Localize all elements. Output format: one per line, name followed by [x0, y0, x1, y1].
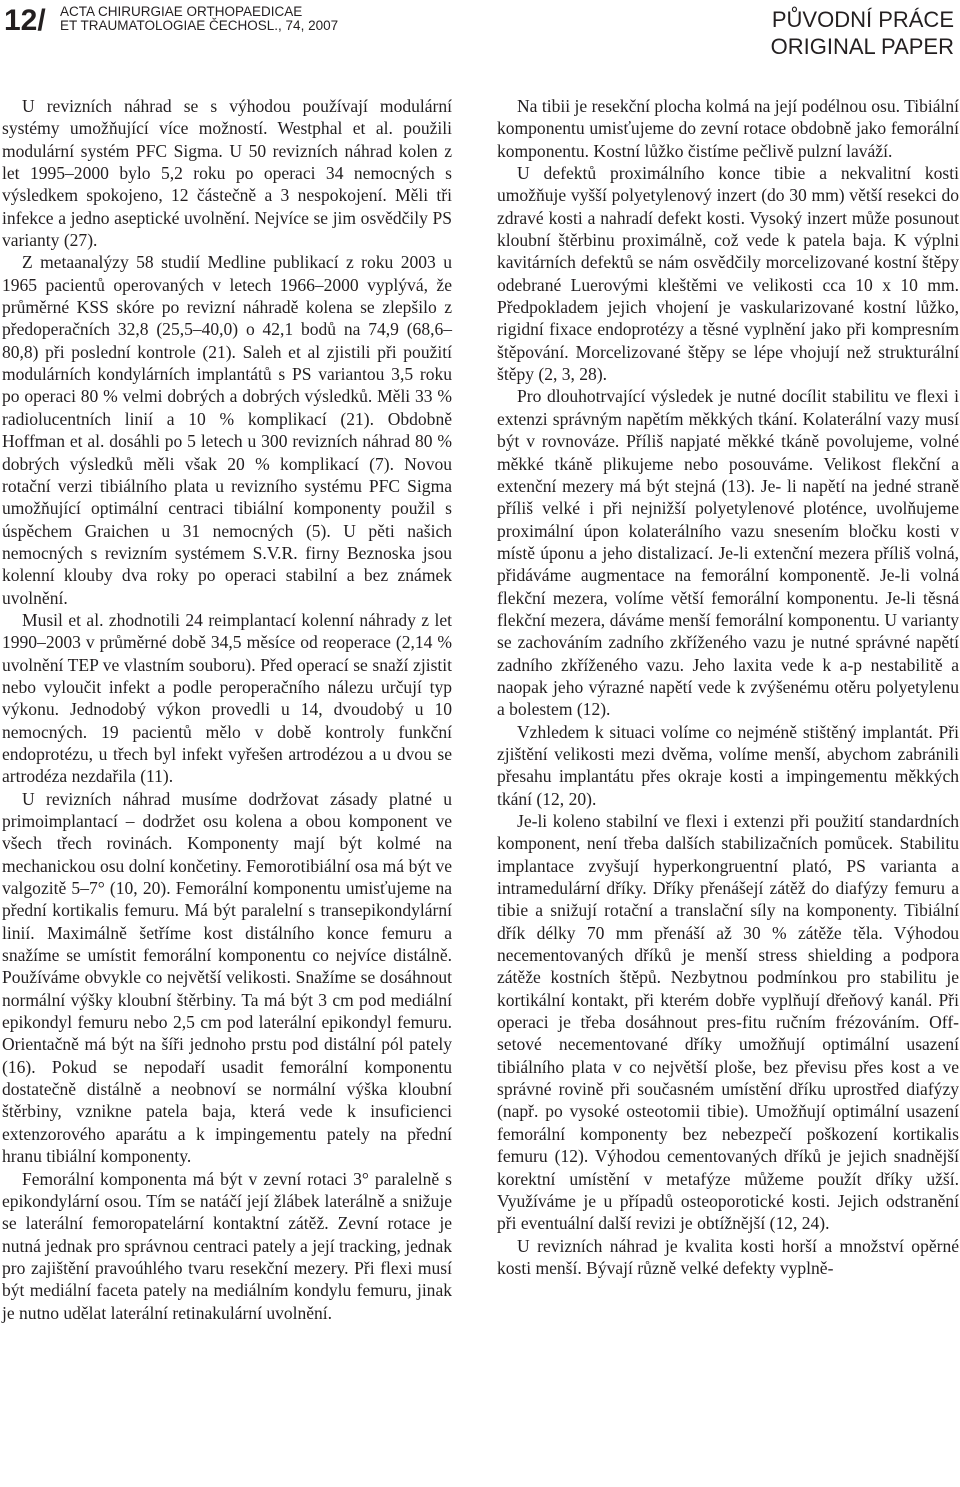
paragraph: U revizních náhrad musíme dodržovat zásady platné u primoimplantací – dodržet osu kolena a obou komponent ve všech třech rovinách. Komponenty mají být kolmé na mechanickou osu dolní končetiny. Femorotibiální osa má být ve valgozitě 5–7° (10, 20). Femorální komponentu umisťujeme na přední kortikalis femuru. Má být paralelní s transepikondylární linií. Maximálně šetříme kost distálního konce femuru a snažíme se umístit femorální komponentu co nejvíce distálně. Používáme obvykle co největší velikosti. Snažíme se dosáhnout normální výšky kloubní štěrbiny. Ta má být 3 cm pod mediální epikondyl femuru nebo 2,5 cm pod laterální epikondyl femuru. Orientačně má být na šíři jednoho prstu pod distální pól pately (16). Pokud se nepodaří usadit femorální komponentu dostatečně distálně a neobnoví se normální výška kloubní štěrbiny, vznikne patela baja, která vede k insuficienci extenzorového aparátu a k impingementu pately na přední hranu tibiální komponenty.	[2, 788, 452, 1167]
paragraph: Musil et al. zhodnotili 24 reimplantací kolenní náhrady z let 1990–2003 v průměrné době 34,5 měsíce od reoperace (2,14 % uvolnění TEP ve vlastním souboru). Před operací se snaží zjistit nebo vyloučit infekt a podle peroperačního nálezu určují typ výkonu. Jednodobý výkon provedli u 14, dvoudobý u 10 nemocných. 19 pacientů mělo v době kontroly funkční endoprotézu, u třech byl infekt vyřešen artrodézou a u dvou se artrodéza nezdařila (11).	[2, 609, 452, 787]
left-column	[2, 95, 452, 1324]
paragraph: Je-li koleno stabilní ve flexi i extenzi při použití standardních komponent, není třeba dalších stabilizačních pomůcek. Stabilitu implantace zvyšují hyperkongruentní plató, PS varianta a intramedulární dříky. Dříky přenášejí zátěž do diafýzy femuru a tibie a snižují rotační a translační síly na komponenty. Tibiální dřík délky 70 mm přenáší až 30 % zátěže těla. Výhodou necementovaných dříků je menší stress shielding a podpora zátěže kostních štěpů. Nezbytnou podmínkou pro stabilitu je kortikální kontakt, při kterém dobře vyplňují dřeňový kanál. Při operaci je třeba dosáhnout pres-fitu ručním frézováním. Off-setové necementované dříky umožňují optimální usazení tibiálního plata v co největší ploše, bez převisu přes kost a ve správné rovině při současném umístění dříku uprostřed diafýzy (např. po vysoké osteotomii tibie). Umožňují optimální usazení femorální komponenty bez nebezpečí poškození kortikalis femuru (12). Výhodou cementovaných dříků je jejich snadnější korektní umístění v metafýze můžeme použít dříky užší. Využíváme je u případů osteoporotické kosti. Jejich odstranění při eventuální další revizi je obtížnější (12, 24).	[497, 811, 959, 1234]
section-heading	[771, 6, 954, 60]
paragraph: Z metaanalýzy 58 studií Medline publikací z roku 2003 u 1965 pacientů operovaných v letech 1966–2000 vyplývá, že průměrné KSS skóre po revizní náhradě kolena se zlepšilo z předoperačních 32,8 (25,5–40,0) o 42,1 bodů na 74,9 (68,6–80,8) při poslední kontrole (21). Saleh et al zjistili při použití modulárních kondylárních implantátů s PS variantou 3,5 roku po operaci 80 % velmi dobrých a dobrých výsledků. Měli 33 % radiolucentních linií a 10 % komplikací (21). Obdobně Hoffman et al. dosáhli po 5 letech u 300 revizních náhrad 80 % dobrých výsledků měli však 20 % komplikací (7). Novou rotační verzi tibiálního plata u revizního systému PFC Sigma umožňující optimální centraci tibiální komponenty použil s úspěchem Graichen u 31 nemocných (5). U pěti našich nemocných s revizním systémem S.V.R. firny Beznoska jsou kolenní klouby dva roky po operaci stabilní a bez známek uvolnění.	[2, 252, 452, 608]
paragraph: U defektů proximálního konce tibie a nekvalitní kosti umožňuje vyšší polyetylenový inzert (do 30 mm) větší resekci do zdravé kosti a nahradí defekt kosti. Vysoký inzert může posunout kloubní štěrbinu proximálně, což vede k patela baja. K výplni kavitárních defektů se nám osvědčily morcelizované kostní štěpy odebrané Luerovými kleštěmi ve velikosti cca 10 x 10 mm. Předpokladem jejich vhojení je vaskularizované kostní lůžko, rigidní fixace endoprotézy a těsné vyplnění jako při kompresním štěpování. Morcelizované štěpy se lépe vhojují než strukturální štěpy (2, 3, 28).	[497, 163, 959, 385]
section-heading-czech: PŮVODNÍ PRÁCE	[771, 7, 954, 32]
section-heading-english: ORIGINAL PAPER	[770, 34, 954, 59]
paragraph: Femorální komponenta má být v zevní rotaci 3° paralelně s epikondylární osou. Tím se natáčí její žlábek laterálně a snižuje se laterální femoropatelární kontaktní zátěž. Zevní rotace je nutná jednak pro správnou centraci pately a její tracking, jednak pro zajištění pravoúhlého tvaru resekční mezery. Při flexi musí být mediální faceta pately na mediálním kondylu femuru, jinak je nutno udělat laterální retinakulární uvolnění.	[2, 1168, 452, 1323]
page-number: 12/	[4, 4, 46, 37]
journal-title-line-1: ACTA CHIRURGIAE ORTHOPAEDICAE	[60, 4, 303, 19]
page-header	[0, 0, 960, 72]
journal-title-line-2: ET TRAUMATOLOGIAE ČECHOSL., 74, 2007	[60, 18, 339, 33]
right-column	[497, 95, 959, 1279]
paragraph: U revizních náhrad je kvalita kosti horší a množství opěrné kosti menší. Bývají různě velké defekty vyplně-	[497, 1235, 959, 1278]
paragraph: Na tibii je resekční plocha kolmá na její podélnou osu. Tibiální komponentu umisťujeme do zevní rotace obdobně jako femorální komponentu. Kostní lůžko čistíme pečlivě pulzní laváží.	[497, 96, 959, 161]
paragraph: Pro dlouhotrvající výsledek je nutné docílit stabilitu ve flexi i extenzi správným napětím měkkých tkání. Kolaterální vazy musí být v rovnováze. Příliš napjaté měkké tkáně povolujeme, volné měkké tkáně plikujeme nebo posouváme. Velikost flekční a extenční mezery má být stejná (13). Je- li napětí na jedné straně příliš velké i při nejnižší polyetylenové ploténce, uvolňujeme proximální úpon kolaterálního vazu snesením bločku kosti v místě úponu a jeho distalizací. Je-li extenční mezera příliš volná, přidáváme augmentace na femorální komponentě. Je-li volná flekční mezera, volíme větší femorální komponentu. Je-li těsná flekční mezera, dáváme menší femorální komponentu. U varianty se zachováním zadního zkříženého vazu je nutné správné napětí zadního zkříženého vazu. Jeho laxita vede k a-p nestabilitě a naopak jeho výrazné napětí vede k zvýšenému otěru polyetylenu a bolestem (12).	[497, 386, 959, 720]
paragraph: Vzhledem k situaci volíme co nejméně stištěný implantát. Při zjištění velikosti mezi dvěma, volíme menší, abychom zabránili přesahu implantátu přes okraje kosti a impingementu měkkých tkání (12, 20).	[497, 721, 959, 809]
journal-title	[60, 5, 338, 33]
paragraph: U revizních náhrad se s výhodou používají modulární systémy umožňující více možností. Westphal et al. použili modulární systém PFC Sigma. U 50 revizních náhrad kolen z let 1995–2000 bylo 5,2 roku po operaci 34 nemocných s výsledkem spokojeno, 12 částečně a 3 nespokojení. Měli tři infekce a jedno aseptické uvolnění. Nejvíce se jim osvědčily PS varianty (27).	[2, 96, 452, 251]
